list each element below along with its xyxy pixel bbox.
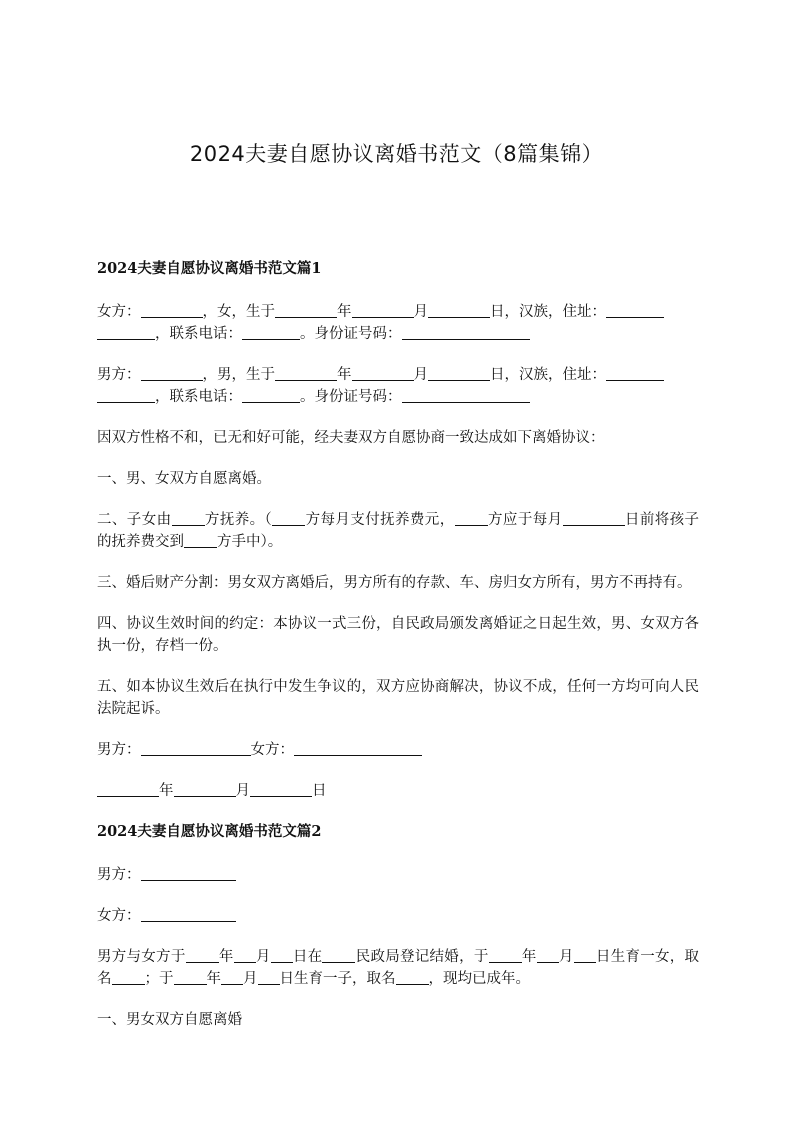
blank — [489, 947, 522, 963]
blank — [606, 365, 664, 381]
blank — [428, 302, 490, 318]
blank — [97, 324, 155, 340]
section-2-heading: 2024夫妻自愿协议离婚书范文篇2 — [97, 823, 322, 840]
blank — [563, 510, 625, 526]
intro-paragraph: 因双方性格不和，已无和好可能，经夫妻双方自愿协商一致达成如下离婚协议： — [97, 430, 605, 446]
section-2-clause-1: 一、男女双方自愿离婚 — [97, 1012, 242, 1028]
blank — [352, 365, 414, 381]
blank — [322, 947, 355, 963]
blank — [275, 365, 337, 381]
blank — [258, 969, 280, 985]
blank — [141, 365, 203, 381]
blank — [184, 532, 217, 548]
blank — [141, 906, 236, 922]
document-body — [97, 258, 699, 1050]
blank — [537, 947, 559, 963]
document-title: 2024夫妻自愿协议离婚书范文（8篇集锦） — [189, 142, 604, 166]
blank — [242, 324, 300, 340]
blank — [174, 969, 207, 985]
blank — [112, 969, 145, 985]
clause-3: 三、婚后财产分割：男女双方离婚后，男方所有的存款、车、房归女方所有，男方不再持有。 — [97, 575, 692, 591]
blank — [574, 947, 596, 963]
blank — [428, 365, 490, 381]
blank — [275, 302, 337, 318]
clause-4: 四、协议生效时间的约定：本协议一式三份，自民政局颁发离婚证之日起生效，男、女双方各执一份，存档一份。 — [97, 616, 699, 654]
blank — [141, 740, 251, 756]
blank — [396, 969, 429, 985]
section-2-male: 男方： — [97, 864, 699, 886]
clause-2: 二、子女由 方抚养。（ 方每月支付抚养费元， 方应于每月 日前将孩子的抚养费交到 方手中）。 — [97, 512, 700, 550]
signature-line: 男方： 女方： — [97, 739, 699, 761]
blank — [174, 781, 236, 797]
blank — [455, 510, 488, 526]
blank — [402, 324, 530, 340]
blank — [141, 302, 203, 318]
blank — [271, 947, 293, 963]
marriage-paragraph: 男方与女方于 年 月 日在 民政局登记结婚，于 年 月 日生育一女，取名 ；于 年 月 日生育一子，取名 ，现均已成年。 — [97, 949, 700, 987]
blank — [606, 302, 664, 318]
blank — [141, 865, 236, 881]
clause-5: 五、如本协议生效后在执行中发生争议的，双方应协商解决，协议不成，任何一方均可向人民法院起诉。 — [97, 679, 699, 717]
female-info-paragraph: 女方： ，女，生于 年 月 日，汉族，住址： ，联系电话： 。身份证号码： — [97, 301, 699, 345]
blank — [272, 510, 305, 526]
section-2-female: 女方： — [97, 905, 699, 927]
clause-1: 一、男、女双方自愿离婚。 — [97, 471, 271, 487]
blank — [97, 387, 155, 403]
male-info-paragraph: 男方： ，男，生于 年 月 日，汉族，住址： ，联系电话： 。身份证号码： — [97, 364, 699, 408]
blank — [242, 387, 300, 403]
blank — [234, 947, 256, 963]
date-line: 年 月 日 — [97, 780, 699, 802]
blank — [186, 947, 219, 963]
blank — [221, 969, 243, 985]
blank — [97, 781, 159, 797]
blank — [352, 302, 414, 318]
blank — [250, 781, 312, 797]
blank — [294, 740, 422, 756]
section-1-heading: 2024夫妻自愿协议离婚书范文篇1 — [97, 260, 322, 277]
blank — [402, 387, 530, 403]
blank — [172, 510, 205, 526]
